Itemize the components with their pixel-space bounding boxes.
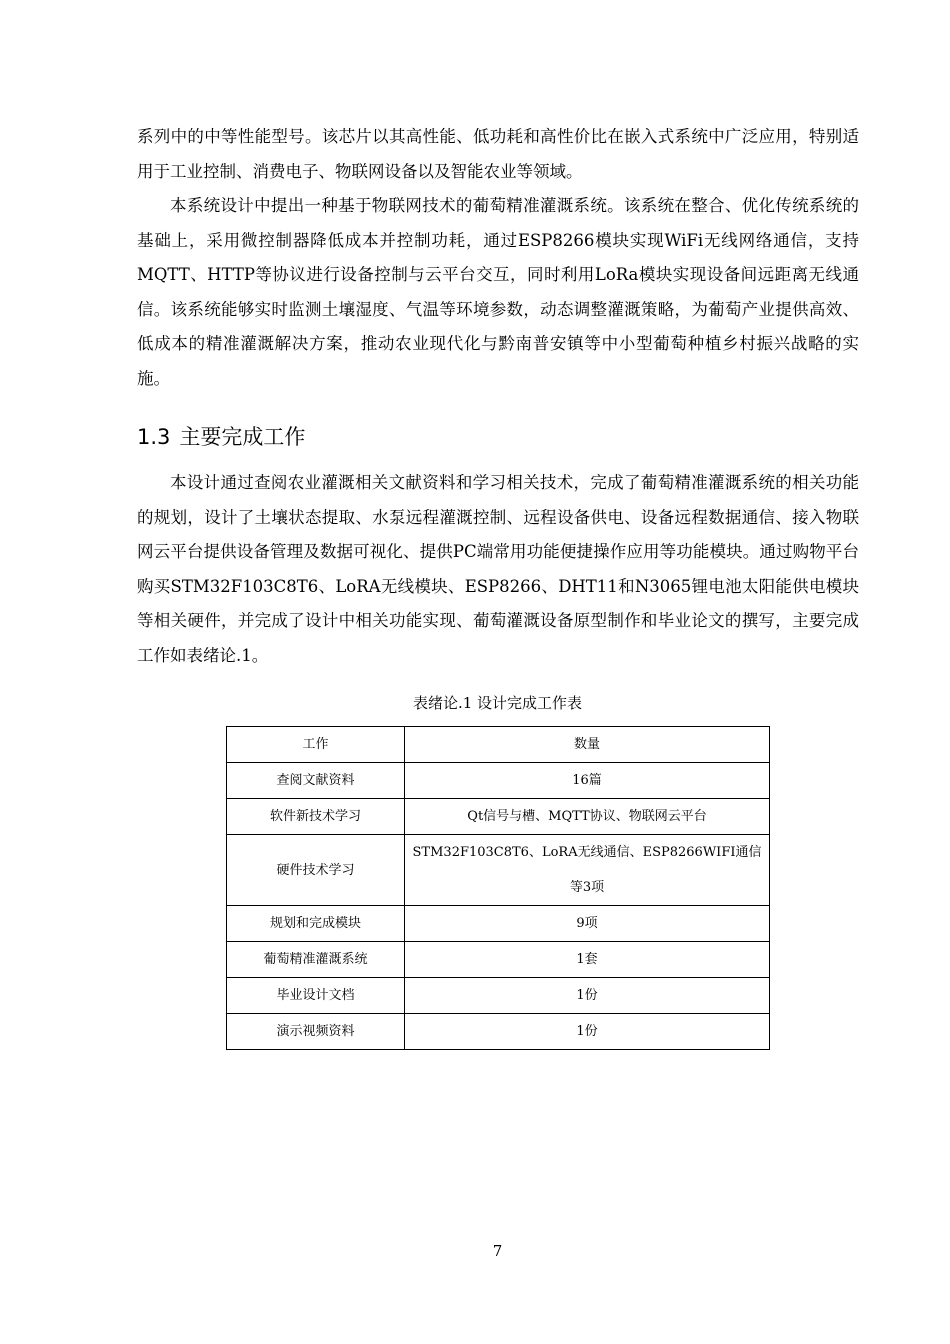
body-text-top (137, 120, 859, 396)
table-header-work: 工作 (227, 727, 405, 763)
table-row (227, 1014, 770, 1050)
section-number: 1.3 (137, 425, 171, 449)
table-cell-work: 规划和完成模块 (227, 906, 405, 942)
table-header-amount: 数量 (405, 727, 770, 763)
table-cell-amount: 1份 (405, 978, 770, 1014)
body-text-section (137, 466, 859, 673)
table-header-row (227, 727, 770, 763)
table-cell-work: 查阅文献资料 (227, 763, 405, 799)
table-cell-amount: 1套 (405, 942, 770, 978)
paragraph: 本设计通过查阅农业灌溉相关文献资料和学习相关技术，完成了葡萄精准灌溉系统的相关功能的规划，设计了土壤状态提取、水泵远程灌溉控制、远程设备供电、设备远程数据通信、接入物联网云平台提供设备管理及数据可视化、提供PC端常用功能便捷操作应用等功能模块。通过购物平台购买STM32F103C8T6、LoRA无线模块、ESP8266、DHT11和N3065锂电池太阳能供电模块等相关硬件，并完成了设计中相关功能实现、葡萄灌溉设备原型制作和毕业论文的撰写，主要完成工作如表绪论.1。 (137, 473, 859, 665)
table-cell-amount: 16篇 (405, 763, 770, 799)
table-cell-work: 葡萄精准灌溉系统 (227, 942, 405, 978)
paragraph: 系列中的中等性能型号。该芯片以其高性能、低功耗和高性价比在嵌入式系统中广泛应用，特别适用于工业控制、消费电子、物联网设备以及智能农业等领域。 (137, 127, 859, 181)
table-row (227, 942, 770, 978)
table-cell-amount: 9项 (405, 906, 770, 942)
table-caption: 表绪论.1 设计完成工作表 (412, 694, 583, 712)
table-row (227, 978, 770, 1014)
section-heading (137, 421, 305, 453)
table-cell-amount: 1份 (405, 1014, 770, 1050)
paragraph: 本系统设计中提出一种基于物联网技术的葡萄精准灌溉系统。该系统在整合、优化传统系统的基础上，采用微控制器降低成本并控制功耗，通过ESP8266模块实现WiFi无线网络通信，支持MQTT、HTTP等协议进行设备控制与云平台交互，同时利用LoRa模块实现设备间远距离无线通信。该系统能够实时监测土壤湿度、气温等环境参数，动态调整灌溉策略，为葡萄产业提供高效、低成本的精准灌溉解决方案，推动农业现代化与黔南普安镇等中小型葡萄种植乡村振兴战略的实施。 (137, 196, 859, 388)
table-cell-amount: Qt信号与槽、MQTT协议、物联网云平台 (405, 799, 770, 835)
page-number: 7 (492, 1242, 503, 1260)
section-title: 主要完成工作 (179, 425, 306, 449)
table-cell-work: 软件新技术学习 (227, 799, 405, 835)
table-cell-work: 毕业设计文档 (227, 978, 405, 1014)
table-cell-work: 演示视频资料 (227, 1014, 405, 1050)
table-row (227, 906, 770, 942)
table-row (227, 763, 770, 799)
table-cell-work: 硬件技术学习 (227, 835, 405, 906)
table-cell-amount: STM32F103C8T6、LoRA无线通信、ESP8266WIFI通信等3项 (405, 835, 770, 906)
table-row (227, 835, 770, 906)
work-summary-table (226, 726, 770, 1050)
table-row (227, 799, 770, 835)
